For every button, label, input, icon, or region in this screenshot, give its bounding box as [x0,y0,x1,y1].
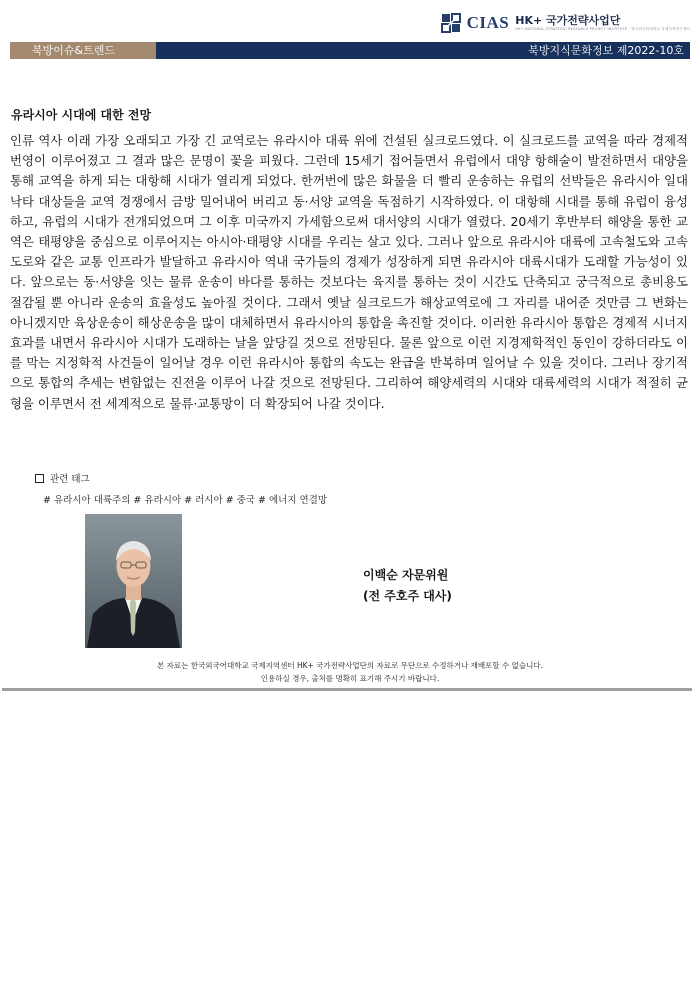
notice-line-1: 본 자료는 한국외국어대학교 국제지역센터 HK+ 국가전략사업단의 자료로 무단으로 수정하거나 재배포할 수 없습니다. [157,661,543,670]
checkbox-bullet-icon [35,474,44,483]
article-paragraph: 인류 역사 이래 가장 오래되고 가장 긴 교역로는 유라시아 대륙 위에 건설된 실크로드였다. 이 실크로드를 교역을 따라 경제적 번영이 이루어졌고 그 결과 많은 문명이 꽃을 피웠다. 그런데 15세기 접어들면서 유럽에서 대양 항해술이 발전하면서 대양을 통해 교역을 하게 되는 대항해 시대가 열리게 되었다. 한꺼번에 많은 화물을 더 빨리 운송하는 유럽의 선박들은 유라시아 일대 낙타 대상들을 교역 경쟁에서 금방 밀어내어 버리고 동·서양 교역을 독점하기 시작하였다. 이 대항해 시대를 통해 유럽이 융성하고, 유럽의 시대가 전개되었으며 그 이후 미국까지 가세함으로써 대서양의 시대가 열렸다. 20세기 후반부터 해양을 통한 교역은 태평양을 중심으로 이루어지는 아시아·태평양 시대를 우리는 살고 있다. 그러나 앞으로 유라시아 대륙에 고속철도와 고속도로와 같은 교통 인프라가 발달하고 유라시아 역내 국가들의 경제가 성장하게 되면 유라시아 대륙시대가 도래할 가능성이 있다. 앞으로는 동·서양을 잇는 물류 운송이 바다를 통하는 것보다는 육지를 통하는 것이 시간도 단축되고 궁극적으로 총비용도 절감될 뿐 아니라 운송의 효율성도 높아질 것이다. 그래서 옛날 실크로드가 해상교역로에 그 자리를 내어준 것만큼 그 변화는 아니겠지만 육상운송이 해상운송을 많이 대체하면서 유라시아의 통합을 촉진할 것이다. 이러한 유라시아 통합은 경제적 시너지 효과를 내면서 유라시아 시대가 도래하는 날을 앞당길 것으로 전망된다. 물론 앞으로 이런 지경제학적인 동인이 강하더라도 이를 막는 지정학적 사건들이 일어날 경우 이런 유라시아 통합의 속도는 완급을 반복하며 일어날 수 있을 것이다. 그러나 장기적으로 통합의 추세는 변함없는 진전을 이루어 나갈 것으로 전망된다. 그리하여 해양세력의 시대와 대륙세력의 시대가 적절히 균형을 이루면서 전 세계적으로 물류·교통망이 더 확장되어 나갈 것이다. [10,133,688,411]
section-title: 유라시아 시대에 대한 전망 [11,108,152,122]
tags-heading: 관련 태그 [50,474,90,485]
org-subtitle: HK+ NATIONAL STRATEGIC RESEARCH PROJECT INSTITUTE · 한국외국어대학교 국제지역연구센터 [515,27,690,31]
author-title: (전 주호주 대사) [363,589,452,603]
notice-line-2: 인용하실 경우, 출처를 명확히 표기해 주시기 바랍니다. [260,674,440,683]
footer-divider [2,688,692,691]
org-name: HK+ 국가전략사업단 [515,14,621,27]
header-banner [10,42,690,59]
tags-list: # 유라시아 대륙주의 # 유라시아 # 러시아 # 중국 # 에너지 연결망 [43,495,328,506]
author-name: 이백순 자문위원 [363,568,449,582]
logo-wordmark: CIAS [466,13,510,32]
banner-category: 북방이슈&트렌드 [10,42,156,59]
copyright-notice [0,659,700,685]
author-photo [85,514,182,648]
banner-issue-number: 북방지식문화정보 제2022-10호 [156,42,690,59]
article-body [10,131,688,414]
related-tags [35,471,327,506]
logo-org-block [515,14,690,32]
org-logo [441,8,690,38]
cias-logo-icon [441,13,461,33]
